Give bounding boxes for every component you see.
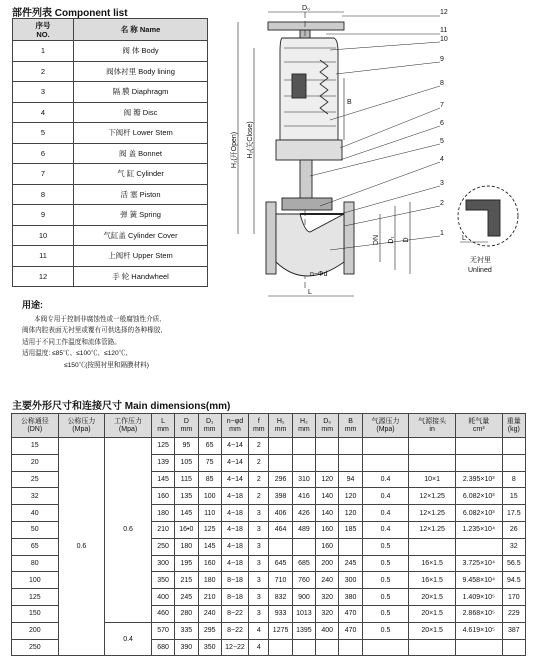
table-cell: 40 bbox=[12, 505, 59, 522]
dim-h1-label: H₁(开Open) bbox=[231, 131, 238, 169]
table-cell: 4−18 bbox=[221, 555, 248, 572]
table-cell: 4 bbox=[249, 639, 269, 656]
table-cell: 0.4 bbox=[105, 622, 152, 656]
table-cell bbox=[409, 538, 456, 555]
callout-10: 10 bbox=[440, 36, 448, 43]
table-cell: 120 bbox=[316, 471, 339, 488]
usage-section bbox=[22, 300, 162, 371]
table-cell: 416 bbox=[292, 488, 315, 505]
table-cell: 398 bbox=[269, 488, 292, 505]
table-cell bbox=[292, 454, 315, 471]
component-name: 活 塞 Piston bbox=[74, 184, 208, 205]
dimensions-header-cell: f mm bbox=[249, 414, 269, 438]
dimensions-header-cell: 工作压力 (Mpa) bbox=[105, 414, 152, 438]
table-cell: 4−18 bbox=[221, 538, 248, 555]
table-cell: 229 bbox=[502, 605, 525, 622]
table-cell: 160 bbox=[316, 538, 339, 555]
table-cell: 335 bbox=[175, 622, 198, 639]
table-cell: 50 bbox=[12, 521, 59, 538]
table-cell: 160 bbox=[151, 488, 174, 505]
table-cell bbox=[362, 454, 409, 471]
callout-11: 11 bbox=[440, 27, 448, 34]
table-cell: 0.5 bbox=[362, 605, 409, 622]
dimensions-header-cell: D₀ mm bbox=[316, 414, 339, 438]
dimensions-header-cell: 公称压力 (Mpa) bbox=[58, 414, 105, 438]
callout-8: 8 bbox=[440, 80, 444, 87]
table-cell: 3 bbox=[249, 572, 269, 589]
table-cell: 0.5 bbox=[362, 572, 409, 589]
table-cell: 110 bbox=[198, 505, 221, 522]
table-cell bbox=[292, 438, 315, 455]
table-cell: 6.082×10³ bbox=[455, 488, 502, 505]
table-cell: 100 bbox=[12, 572, 59, 589]
callout-7: 7 bbox=[440, 102, 444, 109]
table-cell: 489 bbox=[292, 521, 315, 538]
table-cell: 4−18 bbox=[221, 488, 248, 505]
table-cell: 180 bbox=[175, 538, 198, 555]
usage-line: 阀体内腔表面无衬里或覆有可供选择的各种橡胶, bbox=[22, 327, 163, 334]
component-name: 阀 瓣 Disc bbox=[74, 102, 208, 123]
table-cell: 180 bbox=[151, 505, 174, 522]
table-cell: 185 bbox=[339, 521, 362, 538]
table-cell: 17.5 bbox=[502, 505, 525, 522]
table-cell: 12×1.25 bbox=[409, 521, 456, 538]
table-cell: 94.5 bbox=[502, 572, 525, 589]
table-cell: 80 bbox=[12, 555, 59, 572]
usage-line: ≤150℃(按照衬里和隔膜材料) bbox=[64, 361, 149, 369]
table-cell: 4−18 bbox=[221, 505, 248, 522]
usage-line: 适用于不同工作温度和流体管路。 bbox=[22, 338, 121, 346]
table-cell: 0.5 bbox=[362, 622, 409, 639]
component-name: 气 缸 Cylinder bbox=[74, 164, 208, 185]
table-cell: 3 bbox=[249, 521, 269, 538]
table-cell: 470 bbox=[339, 605, 362, 622]
table-cell: 94 bbox=[339, 471, 362, 488]
table-cell bbox=[409, 639, 456, 656]
table-cell bbox=[269, 538, 292, 555]
table-cell: 160 bbox=[316, 521, 339, 538]
callout-3: 3 bbox=[440, 180, 444, 187]
table-cell: 832 bbox=[269, 589, 292, 606]
table-cell: 150 bbox=[12, 605, 59, 622]
table-cell: 3 bbox=[249, 505, 269, 522]
table-cell: 145 bbox=[151, 471, 174, 488]
table-cell bbox=[339, 538, 362, 555]
table-cell: 320 bbox=[316, 605, 339, 622]
table-cell bbox=[269, 454, 292, 471]
component-no: 7 bbox=[13, 164, 74, 185]
table-cell bbox=[269, 639, 292, 656]
table-cell: 320 bbox=[316, 589, 339, 606]
dimensions-header-cell: D mm bbox=[175, 414, 198, 438]
dim-l-detail-label: L bbox=[462, 235, 466, 242]
table-cell bbox=[269, 438, 292, 455]
table-cell: 120 bbox=[339, 488, 362, 505]
table-cell: 900 bbox=[292, 589, 315, 606]
table-cell bbox=[409, 438, 456, 455]
table-cell: 0.4 bbox=[362, 488, 409, 505]
callout-6: 6 bbox=[440, 120, 444, 127]
dimensions-header-cell: 气源接头 in bbox=[409, 414, 456, 438]
table-cell: 3 bbox=[249, 555, 269, 572]
callout-4: 4 bbox=[440, 156, 444, 163]
table-cell bbox=[502, 454, 525, 471]
component-no: 5 bbox=[13, 123, 74, 144]
table-cell: 8−22 bbox=[221, 605, 248, 622]
table-cell: 2 bbox=[249, 438, 269, 455]
table-cell: 570 bbox=[151, 622, 174, 639]
dimensions-header-cell: 耗气量 cm³ bbox=[455, 414, 502, 438]
table-cell: 390 bbox=[175, 639, 198, 656]
table-cell: 645 bbox=[269, 555, 292, 572]
table-cell bbox=[455, 639, 502, 656]
table-cell: 20×1.5 bbox=[409, 589, 456, 606]
component-name: 阀 盖 Bonnet bbox=[74, 143, 208, 164]
table-cell: 3.725×10⁴ bbox=[455, 555, 502, 572]
table-cell: 1.235×10⁴ bbox=[455, 521, 502, 538]
table-cell: 240 bbox=[198, 605, 221, 622]
table-cell: 3 bbox=[249, 589, 269, 606]
table-cell: 0.5 bbox=[362, 589, 409, 606]
table-row bbox=[12, 438, 526, 455]
table-cell: 200 bbox=[316, 555, 339, 572]
component-no: 2 bbox=[13, 61, 74, 82]
table-cell: 140 bbox=[316, 505, 339, 522]
component-no: 11 bbox=[13, 246, 74, 267]
table-cell: 170 bbox=[502, 589, 525, 606]
component-no: 3 bbox=[13, 82, 74, 103]
component-no: 6 bbox=[13, 143, 74, 164]
component-name: 阀 体 Body bbox=[74, 41, 208, 62]
dimensions-header-cell: 公称通径 (DN) bbox=[12, 414, 59, 438]
table-cell: 140 bbox=[316, 488, 339, 505]
table-cell: 95 bbox=[175, 438, 198, 455]
table-cell bbox=[502, 639, 525, 656]
table-cell: 2 bbox=[249, 488, 269, 505]
table-cell: 200 bbox=[12, 622, 59, 639]
component-name: 弹 簧 Spring bbox=[74, 205, 208, 226]
header-no: 序号 NO. bbox=[13, 19, 74, 41]
dimensions-header-cell: 气源压力 (Mpa) bbox=[362, 414, 409, 438]
dimensions-header-cell: H₁ mm bbox=[269, 414, 292, 438]
table-cell: 760 bbox=[292, 572, 315, 589]
table-cell: 9.458×10⁴ bbox=[455, 572, 502, 589]
component-name: 气缸盖 Cylinder Cover bbox=[74, 225, 208, 246]
table-cell: 10×1 bbox=[409, 471, 456, 488]
valve-drawing bbox=[0, 0, 537, 300]
usage-line: 本阀专用于控制非腐蚀性或一般腐蚀性介质, bbox=[34, 315, 162, 323]
table-cell: 1395 bbox=[292, 622, 315, 639]
table-cell: 20 bbox=[12, 454, 59, 471]
table-cell: 16•0 bbox=[175, 521, 198, 538]
table-cell: 245 bbox=[175, 589, 198, 606]
table-cell: 8−22 bbox=[221, 622, 248, 639]
table-cell: 8−18 bbox=[221, 589, 248, 606]
dimensions-header-cell: D₁ mm bbox=[198, 414, 221, 438]
table-cell: 0.4 bbox=[362, 471, 409, 488]
table-cell: 280 bbox=[175, 605, 198, 622]
table-cell: 250 bbox=[12, 639, 59, 656]
table-cell: 16×1.5 bbox=[409, 572, 456, 589]
table-cell bbox=[292, 538, 315, 555]
table-cell: 210 bbox=[151, 521, 174, 538]
table-cell: 25 bbox=[12, 471, 59, 488]
table-cell bbox=[339, 639, 362, 656]
table-cell: 2.395×10³ bbox=[455, 471, 502, 488]
table-cell: 350 bbox=[151, 572, 174, 589]
table-cell: 15 bbox=[12, 438, 59, 455]
table-cell: 16×1.5 bbox=[409, 555, 456, 572]
table-cell: 125 bbox=[151, 438, 174, 455]
table-cell: 215 bbox=[175, 572, 198, 589]
table-cell: 125 bbox=[12, 589, 59, 606]
component-name: 阀体衬里 Body lining bbox=[74, 61, 208, 82]
table-cell: 65 bbox=[12, 538, 59, 555]
table-cell: 12×1.25 bbox=[409, 505, 456, 522]
table-cell: 245 bbox=[339, 555, 362, 572]
table-cell: 210 bbox=[198, 589, 221, 606]
dimensions-header-cell: L mm bbox=[151, 414, 174, 438]
table-cell: 20×1.5 bbox=[409, 605, 456, 622]
table-cell: 2 bbox=[249, 454, 269, 471]
table-cell: 20×1.5 bbox=[409, 622, 456, 639]
dim-dn-label: DN bbox=[373, 234, 380, 246]
dim-d1-label: D₁ bbox=[388, 236, 395, 244]
table-cell: 85 bbox=[198, 471, 221, 488]
component-no: 4 bbox=[13, 102, 74, 123]
table-cell: 4−14 bbox=[221, 438, 248, 455]
table-cell: 4 bbox=[249, 622, 269, 639]
table-cell: 426 bbox=[292, 505, 315, 522]
table-cell: 180 bbox=[198, 572, 221, 589]
table-cell: 1013 bbox=[292, 605, 315, 622]
table-cell: 125 bbox=[198, 521, 221, 538]
table-cell bbox=[455, 454, 502, 471]
table-cell: 2 bbox=[249, 471, 269, 488]
table-cell: 0.6 bbox=[58, 438, 105, 656]
component-no: 8 bbox=[13, 184, 74, 205]
table-cell: 4−14 bbox=[221, 471, 248, 488]
dimensions-title: 主要外形尺寸和连接尺寸 Main dimensions(mm) bbox=[12, 401, 231, 412]
table-cell: 240 bbox=[316, 572, 339, 589]
unlined-label-cn: 无衬里 bbox=[470, 257, 491, 264]
table-cell: 32 bbox=[502, 538, 525, 555]
callout-2: 2 bbox=[440, 200, 444, 207]
table-cell bbox=[362, 438, 409, 455]
table-cell: 26 bbox=[502, 521, 525, 538]
table-cell: 380 bbox=[339, 589, 362, 606]
table-cell: 0.6 bbox=[105, 438, 152, 623]
table-cell: 680 bbox=[151, 639, 174, 656]
table-cell: 406 bbox=[269, 505, 292, 522]
component-name: 手 轮 Handwheel bbox=[74, 266, 208, 287]
table-cell: 135 bbox=[175, 488, 198, 505]
table-cell: 0.4 bbox=[362, 505, 409, 522]
dim-b-label: B bbox=[347, 99, 352, 106]
component-no: 12 bbox=[13, 266, 74, 287]
callout-12: 12 bbox=[440, 9, 448, 16]
table-cell bbox=[362, 639, 409, 656]
dimensions-table bbox=[11, 413, 526, 656]
table-cell: 1.409×10⁵ bbox=[455, 589, 502, 606]
table-cell: 300 bbox=[151, 555, 174, 572]
table-cell bbox=[455, 438, 502, 455]
dim-d0-label: D₀ bbox=[302, 5, 310, 12]
table-cell: 0.4 bbox=[362, 521, 409, 538]
table-cell: 250 bbox=[151, 538, 174, 555]
table-cell: 300 bbox=[339, 572, 362, 589]
table-cell: 4−18 bbox=[221, 521, 248, 538]
table-cell: 460 bbox=[151, 605, 174, 622]
table-cell: 75 bbox=[198, 454, 221, 471]
table-cell bbox=[316, 454, 339, 471]
table-cell: 295 bbox=[198, 622, 221, 639]
usage-heading: 用途: bbox=[22, 300, 43, 310]
table-cell: 710 bbox=[269, 572, 292, 589]
table-cell: 310 bbox=[292, 471, 315, 488]
table-cell bbox=[316, 438, 339, 455]
table-cell: 6.082×10³ bbox=[455, 505, 502, 522]
callout-9: 9 bbox=[440, 56, 444, 63]
table-cell: 464 bbox=[269, 521, 292, 538]
table-cell: 105 bbox=[175, 454, 198, 471]
table-cell: 145 bbox=[198, 538, 221, 555]
table-cell: 139 bbox=[151, 454, 174, 471]
table-cell: 0.5 bbox=[362, 555, 409, 572]
callout-1: 1 bbox=[440, 230, 444, 237]
component-no: 1 bbox=[13, 41, 74, 62]
dimensions-header-cell: 重量 (kg) bbox=[502, 414, 525, 438]
table-cell: 32 bbox=[12, 488, 59, 505]
table-cell bbox=[409, 454, 456, 471]
table-cell: 115 bbox=[175, 471, 198, 488]
component-name: 下阀杆 Lower Stem bbox=[74, 123, 208, 144]
table-cell: 400 bbox=[316, 622, 339, 639]
dim-h2-label: H₂(关Close) bbox=[247, 121, 254, 159]
table-cell bbox=[502, 438, 525, 455]
component-list-title: 部件列表 Component list bbox=[12, 8, 128, 19]
dimensions-header-cell: H₂ mm bbox=[292, 414, 315, 438]
table-cell: 387 bbox=[502, 622, 525, 639]
table-cell: 350 bbox=[198, 639, 221, 656]
table-cell: 8 bbox=[502, 471, 525, 488]
usage-line: 适用温度: ≤85℃、≤100℃、≤120℃、 bbox=[22, 350, 132, 357]
table-cell: 685 bbox=[292, 555, 315, 572]
table-cell: 3 bbox=[249, 538, 269, 555]
component-no: 9 bbox=[13, 205, 74, 226]
table-cell bbox=[455, 538, 502, 555]
table-cell: 12×1.25 bbox=[409, 488, 456, 505]
table-cell: 4.619×10⁵ bbox=[455, 622, 502, 639]
component-no: 10 bbox=[13, 225, 74, 246]
dim-ndphi-label: n−Φd bbox=[310, 271, 328, 278]
table-cell: 8−18 bbox=[221, 572, 248, 589]
table-cell: 100 bbox=[198, 488, 221, 505]
table-cell: 160 bbox=[198, 555, 221, 572]
table-cell: 0.5 bbox=[362, 538, 409, 555]
header-name: 名 称 Name bbox=[74, 19, 208, 41]
table-cell: 933 bbox=[269, 605, 292, 622]
table-cell: 12−22 bbox=[221, 639, 248, 656]
table-cell: 65 bbox=[198, 438, 221, 455]
table-cell: 296 bbox=[269, 471, 292, 488]
component-name: 上阀杆 Upper Stem bbox=[74, 246, 208, 267]
table-cell: 400 bbox=[151, 589, 174, 606]
table-cell bbox=[292, 639, 315, 656]
table-cell bbox=[316, 639, 339, 656]
table-cell: 4−14 bbox=[221, 454, 248, 471]
table-cell: 195 bbox=[175, 555, 198, 572]
dimensions-header-row bbox=[12, 414, 526, 438]
table-cell: 470 bbox=[339, 622, 362, 639]
dim-l-label: L bbox=[308, 289, 312, 296]
dimensions-header-cell: n−φd mm bbox=[221, 414, 248, 438]
table-cell: 145 bbox=[175, 505, 198, 522]
unlined-label-en: Unlined bbox=[468, 267, 492, 274]
table-cell: 3 bbox=[249, 605, 269, 622]
table-cell bbox=[339, 454, 362, 471]
dimensions-header-cell: B mm bbox=[339, 414, 362, 438]
table-cell: 120 bbox=[339, 505, 362, 522]
component-name: 隔 膜 Diaphragm bbox=[74, 82, 208, 103]
table-cell: 15 bbox=[502, 488, 525, 505]
callout-5: 5 bbox=[440, 138, 444, 145]
dim-d-label: D bbox=[403, 237, 410, 243]
table-cell: 56.5 bbox=[502, 555, 525, 572]
table-cell: 1275 bbox=[269, 622, 292, 639]
table-cell: 2.868×10⁵ bbox=[455, 605, 502, 622]
table-cell bbox=[339, 438, 362, 455]
